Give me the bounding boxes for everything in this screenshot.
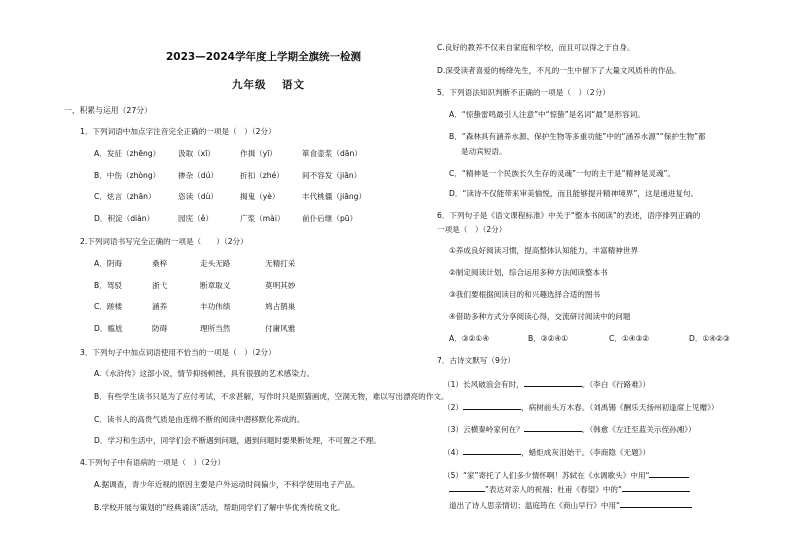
answer-blank[interactable]: [463, 401, 521, 410]
q2-option-cell: C．蹉楼: [94, 302, 123, 311]
question-5-option: 是动宾短语。: [461, 147, 507, 156]
question-3-option: B．有些学生读书只是为了应付考试，不求甚解，写作时只是照猫画虎，空洞无物，难以写出漂亮的作文。: [94, 392, 449, 401]
q1-option-cell: A．发征（zhēng）: [94, 149, 161, 158]
q2-option-cell: 无精打采: [265, 259, 296, 268]
question-6-choice: D．①④②③: [689, 334, 730, 343]
poem-line-4: （4） ，蜡炬成灰泪始干。（李商隐《无题》）: [443, 448, 651, 457]
answer-blank[interactable]: [622, 483, 690, 492]
q1-option-cell: 间不容发（jiān）: [302, 170, 362, 180]
q1-option-cell: 作揖（yī）: [240, 149, 277, 158]
section-heading: 一、积累与运用（27分）: [64, 106, 152, 115]
subject-label: 语文: [282, 79, 305, 91]
poem-line-2: （2） ，病树前头万木春。（刘禹锡《酬乐天扬州初逢席上见赠》）: [443, 403, 719, 412]
question-4-stem: 4.下列句子中有语病的一项是（ ）（2分）: [80, 458, 225, 467]
poem-line-5: （5）“家”寄托了人们多少情怀啊！苏轼在《水调歌头》中用“: [443, 469, 689, 481]
answer-blank[interactable]: [524, 423, 582, 432]
question-6-choice: B．③②④①: [528, 334, 569, 343]
question-5-option: D．“读诗不仅能带来审美愉悦，而且能够提升精神境界”，这是递进复句。: [449, 189, 699, 198]
question-2-stem: 2.下列词语书写完全正确的一项是（ ）（2分）: [80, 237, 248, 246]
q1-option-cell: 箪食壶浆（dān）: [302, 149, 362, 158]
q2-option-cell: 桑梓: [152, 259, 168, 268]
question-3-stem: 3．下列句子中加点词语使用不恰当的一项是（ ）（2分）: [80, 348, 276, 357]
answer-blank[interactable]: [524, 378, 582, 387]
answer-blank[interactable]: [463, 446, 521, 455]
q1-option-cell: D．积淀（diàn）: [94, 213, 155, 223]
q2-option-cell: A．阴诲: [94, 259, 122, 268]
q1-option-cell: 掺杂（dú）: [178, 170, 219, 180]
poem-line-5b: ”表达对亲人的祝福；杜甫《春望》中的“: [449, 483, 690, 495]
q1-option-cell: B．中伤（zhòng）: [94, 170, 161, 180]
question-3-option: C．读书人的高贵气质是由连绵不断的阅读中潜移默化养成的。: [94, 415, 305, 424]
q2-option-cell: 防碍: [152, 323, 168, 333]
q1-option-cell: 园庑（ě）: [178, 213, 214, 223]
q2-option-cell: B．驾驳: [94, 280, 122, 290]
question-1-stem: 1．下列词语中加点字注音完全正确的一项是（ ）（2分）: [80, 127, 276, 136]
question-6-choice: C．①④③②: [609, 334, 650, 343]
q2-option-cell: 丰功伟绩: [200, 302, 231, 311]
q1-option-cell: C．炫言（zhān）: [94, 192, 156, 201]
question-6-item: ①养成良好阅读习惯，提高整体认知能力，丰富精神世界: [449, 246, 639, 255]
question-5-option: C．“精神是一个民族长久生存的灵魂”一句的主干是“精神是灵魂”。: [449, 169, 676, 178]
answer-blank[interactable]: [620, 499, 692, 508]
q1-option-cell: 恣读（dù）: [178, 192, 219, 201]
exam-title: 2023—2024学年度上学期全旗统一检测: [166, 51, 361, 63]
question-6-choice: A．③②①④: [449, 334, 490, 343]
question-7-stem: 7．古诗文默写（9分）: [437, 356, 516, 365]
q1-option-cell: 广浆（mài）: [240, 213, 285, 223]
question-4-option: D.深受读者喜爱的杨绛先生，不凡的一生中留下了大量文风质朴的作品。: [437, 66, 681, 75]
q1-option-cell: 前仆后继（pū）: [302, 213, 358, 223]
poem-line-1: （1）长风破浪会有时， 。（李白《行路难》）: [443, 380, 651, 389]
q2-option-cell: 莫明其妙: [265, 280, 296, 290]
q2-option-cell: 断章取义: [200, 280, 231, 290]
question-5-stem: 5．下列语法知识判断不正确的一项是（ ）（2分）: [437, 88, 610, 97]
question-6-item: ④借助多种方式分享阅读心得，交流研讨阅读中的问题: [449, 312, 631, 321]
question-6-item: ②制定阅读计划，综合运用多种方法阅读整本书: [449, 268, 608, 277]
q2-option-cell: 走头无路: [200, 259, 231, 268]
question-4-option: A.据调查，青少年近视的原因主要是户外运动时间偏少，不科学使用电子产品。: [94, 480, 360, 489]
poem-line-5c: 道出了诗人思亲情切；温庭筠在《商山早行》中用“: [449, 499, 692, 511]
q2-option-cell: 浙弋: [152, 280, 168, 290]
question-4-option: B.学校开展与策划的“经典诵读”活动，帮助同学们了解中华优秀传统文化。: [94, 503, 345, 512]
q1-option-cell: 汲取（xī）: [178, 149, 215, 158]
answer-blank[interactable]: [449, 483, 485, 492]
q1-option-cell: 揭鬼（yè）: [240, 192, 280, 201]
question-6-stem: 一项是（ ）（2分）: [437, 225, 507, 234]
q2-option-cell: 理所当然: [200, 323, 231, 333]
poem-line-3: （3）云横秦岭家何在？ 。（韩愈《左迁至蓝关示侄孙湘》）: [443, 425, 696, 434]
q2-option-cell: 付庸风雅: [265, 323, 296, 333]
q2-option-cell: 鸠占鹊巢: [265, 302, 296, 311]
grade-label: 九年级: [232, 79, 267, 91]
question-6-stem: 6．下列句子是《语文课程标准》中关于“整本书阅读”的表述，语序排列正确的: [437, 211, 701, 220]
question-6-item: ③我们要根据阅读目的和兴趣选择合适的图书: [449, 290, 601, 299]
question-4-option: C.良好的教养不仅来自家庭和学校，而且可以得之于自身。: [437, 43, 635, 52]
question-5-option: A．“惊蛰雷鸣最引人注意”中“惊蛰”是名词“最”是形容词。: [449, 110, 645, 119]
question-3-option: D．学习和生活中，同学们会不断遇到问题，遇到问题时要果断处理，不可置之不理。: [94, 436, 381, 445]
q1-option-cell: 丰代桃僵（jiāng）: [302, 192, 367, 201]
answer-blank[interactable]: [649, 469, 689, 478]
q2-option-cell: 涵养: [152, 302, 168, 311]
question-3-option: A.《水浒传》这部小说，情节抑扬顿挫，具有很强的艺术感染力。: [94, 369, 315, 378]
question-5-option: B．“森林具有涵养水源、保护生物等多重功能”中的“涵养水源”“保护生物”都: [449, 132, 706, 141]
q1-option-cell: 折扣（zhé）: [240, 170, 284, 180]
q2-option-cell: D．尴尬: [94, 323, 123, 333]
